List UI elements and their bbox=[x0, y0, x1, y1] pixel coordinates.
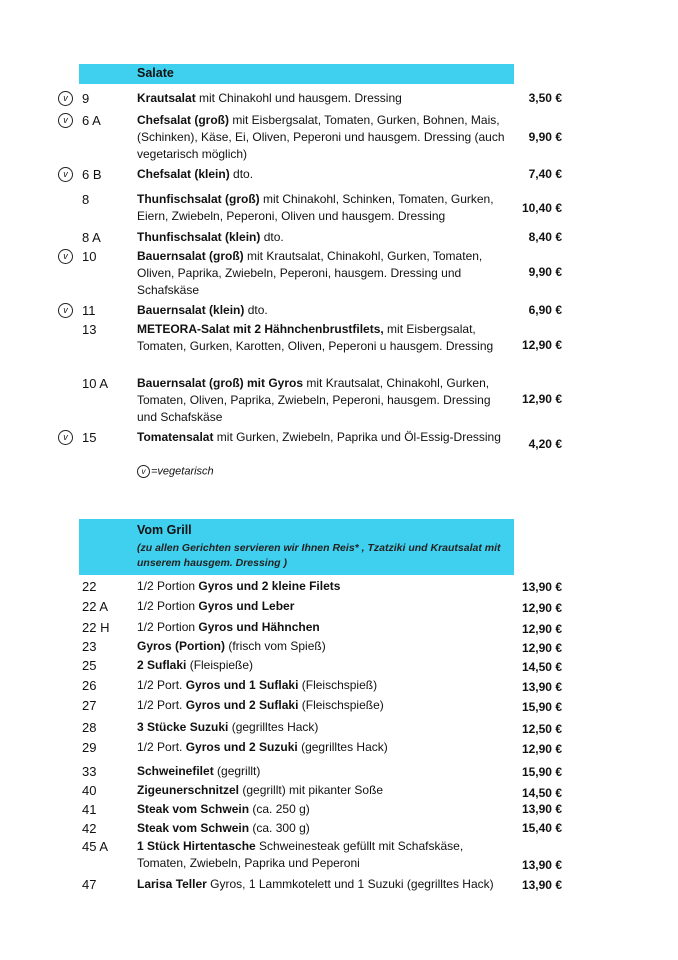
item-name: Larisa Teller bbox=[137, 877, 207, 891]
item-number: 22 bbox=[82, 579, 97, 594]
item-name: Chefsalat (groß) bbox=[137, 113, 230, 127]
item-price: 12,90 € bbox=[521, 622, 562, 636]
item-description bbox=[137, 838, 512, 872]
item-name: Gyros und Leber bbox=[198, 599, 295, 613]
item-description bbox=[137, 739, 512, 756]
item-details: mit Krautsalat, Chinakohl, Gurken, Tomaten, Oliven, Paprika, Zwiebeln, Peperoni, hausgem. Dressing und Schafskäse bbox=[137, 249, 483, 297]
item-details: mit Gurken, Zwiebeln, Paprika und Öl-Essig-Dressing bbox=[213, 430, 501, 444]
item-description bbox=[137, 619, 512, 636]
item-name: Krautsalat bbox=[137, 91, 196, 105]
item-description bbox=[137, 90, 512, 107]
item-details: (Fleispieße) bbox=[186, 658, 254, 672]
item-name: 1 Stück Hirtentasche bbox=[137, 839, 256, 853]
item-number: 8 A bbox=[82, 230, 101, 245]
item-number: 25 bbox=[82, 658, 97, 673]
item-price: 15,90 € bbox=[521, 700, 562, 714]
item-name: Bauernsalat (klein) bbox=[137, 303, 245, 317]
vegetarian-legend bbox=[137, 465, 214, 478]
item-details: (gegrilltes Hack) bbox=[228, 720, 319, 734]
item-description bbox=[137, 429, 512, 446]
vegetarian-icon: v bbox=[58, 167, 73, 182]
item-details: (ca. 300 g) bbox=[249, 821, 310, 835]
item-price: 12,90 € bbox=[521, 392, 562, 406]
item-description bbox=[137, 719, 512, 736]
item-details: Schweinesteak gefüllt mit Schafskäse, Tomaten, Zwiebeln, Paprika und Peperoni bbox=[137, 839, 464, 870]
item-name: Tomatensalat bbox=[137, 430, 214, 444]
item-description bbox=[137, 697, 512, 714]
item-name: Steak vom Schwein bbox=[137, 821, 250, 835]
item-details: mit Krautsalat, Chinakohl, Gurken, Tomaten, Oliven, Paprika, Zwiebeln, Peperoni, hausgem. Dressing und Schafskäse bbox=[137, 376, 491, 424]
item-price: 14,50 € bbox=[521, 786, 562, 800]
item-price: 12,90 € bbox=[521, 601, 562, 615]
item-description bbox=[137, 191, 512, 225]
item-description bbox=[137, 801, 512, 818]
item-details: mit Chinakohl und hausgem. Dressing bbox=[195, 91, 402, 105]
item-details: (Fleischspieße) bbox=[298, 698, 384, 712]
item-description bbox=[137, 598, 512, 615]
item-description bbox=[137, 876, 512, 893]
item-price: 10,40 € bbox=[521, 201, 562, 215]
item-number: 23 bbox=[82, 639, 97, 654]
item-name: Thunfischsalat (groß) bbox=[137, 192, 260, 206]
section-note: (zu allen Gerichten servieren wir Ihnen Reis* , Tzatziki und Krautsalat mit unserem hausgem. Dressing ) bbox=[137, 542, 501, 569]
item-price: 13,90 € bbox=[521, 878, 562, 892]
item-description bbox=[137, 677, 512, 694]
legend-text: =vegetarisch bbox=[151, 465, 214, 478]
item-description bbox=[137, 248, 512, 299]
item-number: 8 bbox=[82, 192, 90, 207]
item-description bbox=[137, 782, 512, 799]
item-number: 47 bbox=[82, 877, 97, 892]
item-number: 11 bbox=[82, 303, 96, 318]
item-price: 13,90 € bbox=[521, 858, 562, 872]
item-price: 9,90 € bbox=[528, 265, 562, 279]
item-prefix: 1/2 Portion bbox=[137, 599, 199, 613]
item-number: 28 bbox=[82, 720, 97, 735]
item-prefix: 1/2 Port. bbox=[137, 698, 186, 712]
item-number: 29 bbox=[82, 740, 97, 755]
item-prefix: 1/2 Port. bbox=[137, 740, 186, 754]
item-price: 15,90 € bbox=[521, 765, 562, 779]
item-name: Thunfischsalat (klein) bbox=[137, 230, 261, 244]
item-name: Gyros und 1 Suflaki bbox=[185, 678, 299, 692]
item-number: 13 bbox=[82, 322, 97, 337]
item-name: Bauernsalat (groß) bbox=[137, 249, 244, 263]
item-details: dto. bbox=[229, 167, 254, 181]
item-name: Chefsalat (klein) bbox=[137, 167, 230, 181]
item-details: mit Eisbergsalat, Tomaten, Gurken, Bohnen, Mais, (Schinken), Käse, Ei, Oliven, Peperoni und hausgem. Dressing (auch vegetarisch möglich) bbox=[137, 113, 505, 161]
item-number: 27 bbox=[82, 698, 97, 713]
item-description bbox=[137, 302, 512, 319]
item-number: 22 A bbox=[82, 599, 109, 614]
item-name: 2 Suflaki bbox=[137, 658, 187, 672]
item-details: (gegrillt) mit pikanter Soße bbox=[239, 783, 384, 797]
item-details: Gyros, 1 Lammkotelett und 1 Suzuki (gegrilltes Hack) bbox=[206, 877, 494, 891]
vegetarian-icon: v bbox=[58, 249, 73, 264]
section-header-salate bbox=[79, 64, 514, 84]
item-details: mit Eisbergsalat, Tomaten, Gurken, Karotten, Oliven, Peperoni u hausgem. Dressing bbox=[137, 322, 494, 353]
item-price: 12,90 € bbox=[521, 338, 562, 352]
item-number: 45 A bbox=[82, 839, 109, 854]
item-details: (gegrillt) bbox=[213, 764, 261, 778]
item-price: 12,50 € bbox=[521, 722, 562, 736]
item-details: dto. bbox=[244, 303, 268, 317]
vegetarian-icon: v bbox=[58, 303, 73, 318]
item-prefix: 1/2 Portion bbox=[137, 620, 199, 634]
item-name: Gyros und Hähnchen bbox=[198, 620, 320, 634]
item-number: 40 bbox=[82, 783, 97, 798]
item-number: 6 B bbox=[82, 167, 102, 182]
item-number: 6 A bbox=[82, 113, 101, 128]
item-number: 15 bbox=[82, 430, 97, 445]
item-description bbox=[137, 112, 512, 163]
item-price: 13,90 € bbox=[521, 802, 562, 816]
item-number: 42 bbox=[82, 821, 97, 836]
item-price: 12,90 € bbox=[521, 742, 562, 756]
item-details: (Fleischspieß) bbox=[298, 678, 378, 692]
vegetarian-icon: v bbox=[58, 430, 73, 445]
item-name: METEORA-Salat mit 2 Hähnchenbrustfilets, bbox=[137, 322, 384, 336]
item-description bbox=[137, 578, 512, 595]
item-price: 8,40 € bbox=[528, 230, 562, 244]
item-name: 3 Stücke Suzuki bbox=[137, 720, 229, 734]
item-description bbox=[137, 166, 512, 183]
item-description bbox=[137, 638, 512, 655]
item-number: 33 bbox=[82, 764, 97, 779]
item-price: 13,90 € bbox=[521, 580, 562, 594]
section-header-grill bbox=[79, 519, 514, 575]
item-number: 10 A bbox=[82, 376, 109, 391]
item-details: dto. bbox=[260, 230, 284, 244]
item-price: 4,20 € bbox=[528, 437, 562, 451]
item-description bbox=[137, 229, 512, 246]
item-number: 9 bbox=[82, 91, 90, 106]
item-number: 41 bbox=[82, 802, 97, 817]
item-name: Schweinefilet bbox=[137, 764, 214, 778]
item-number: 26 bbox=[82, 678, 97, 693]
item-description bbox=[137, 657, 512, 674]
item-details: (ca. 250 g) bbox=[249, 802, 310, 816]
item-price: 7,40 € bbox=[528, 167, 562, 181]
item-price: 3,50 € bbox=[528, 91, 562, 105]
item-price: 13,90 € bbox=[521, 680, 562, 694]
item-name: Gyros und 2 Suflaki bbox=[185, 698, 299, 712]
item-number: 10 bbox=[82, 249, 97, 264]
item-price: 14,50 € bbox=[521, 660, 562, 674]
item-price: 6,90 € bbox=[528, 303, 562, 317]
item-price: 15,40 € bbox=[521, 821, 562, 835]
item-name: Steak vom Schwein bbox=[137, 802, 250, 816]
item-name: Gyros und 2 kleine Filets bbox=[198, 579, 341, 593]
item-description bbox=[137, 820, 512, 837]
item-details: (frisch vom Spieß) bbox=[225, 639, 326, 653]
item-description bbox=[137, 375, 512, 426]
item-price: 12,90 € bbox=[521, 641, 562, 655]
vegetarian-icon: v bbox=[137, 465, 150, 478]
vegetarian-icon: v bbox=[58, 113, 73, 128]
item-number: 22 H bbox=[82, 620, 110, 635]
item-description bbox=[137, 321, 512, 355]
section-title: Vom Grill bbox=[137, 523, 192, 537]
item-prefix: 1/2 Port. bbox=[137, 678, 186, 692]
item-details: (gegrilltes Hack) bbox=[297, 740, 388, 754]
vegetarian-icon: v bbox=[58, 91, 73, 106]
item-name: Gyros und 2 Suzuki bbox=[185, 740, 298, 754]
section-title: Salate bbox=[137, 66, 174, 80]
item-price: 9,90 € bbox=[528, 130, 562, 144]
item-description bbox=[137, 763, 512, 780]
item-name: Zigeunerschnitzel bbox=[137, 783, 240, 797]
item-name: Bauernsalat (groß) mit Gyros bbox=[137, 376, 304, 390]
item-details: mit Chinakohl, Schinken, Tomaten, Gurken, Eiern, Zwiebeln, Peperoni, Oliven und hausgem. Dressing bbox=[137, 192, 494, 223]
item-prefix: 1/2 Portion bbox=[137, 579, 199, 593]
item-name: Gyros (Portion) bbox=[137, 639, 226, 653]
